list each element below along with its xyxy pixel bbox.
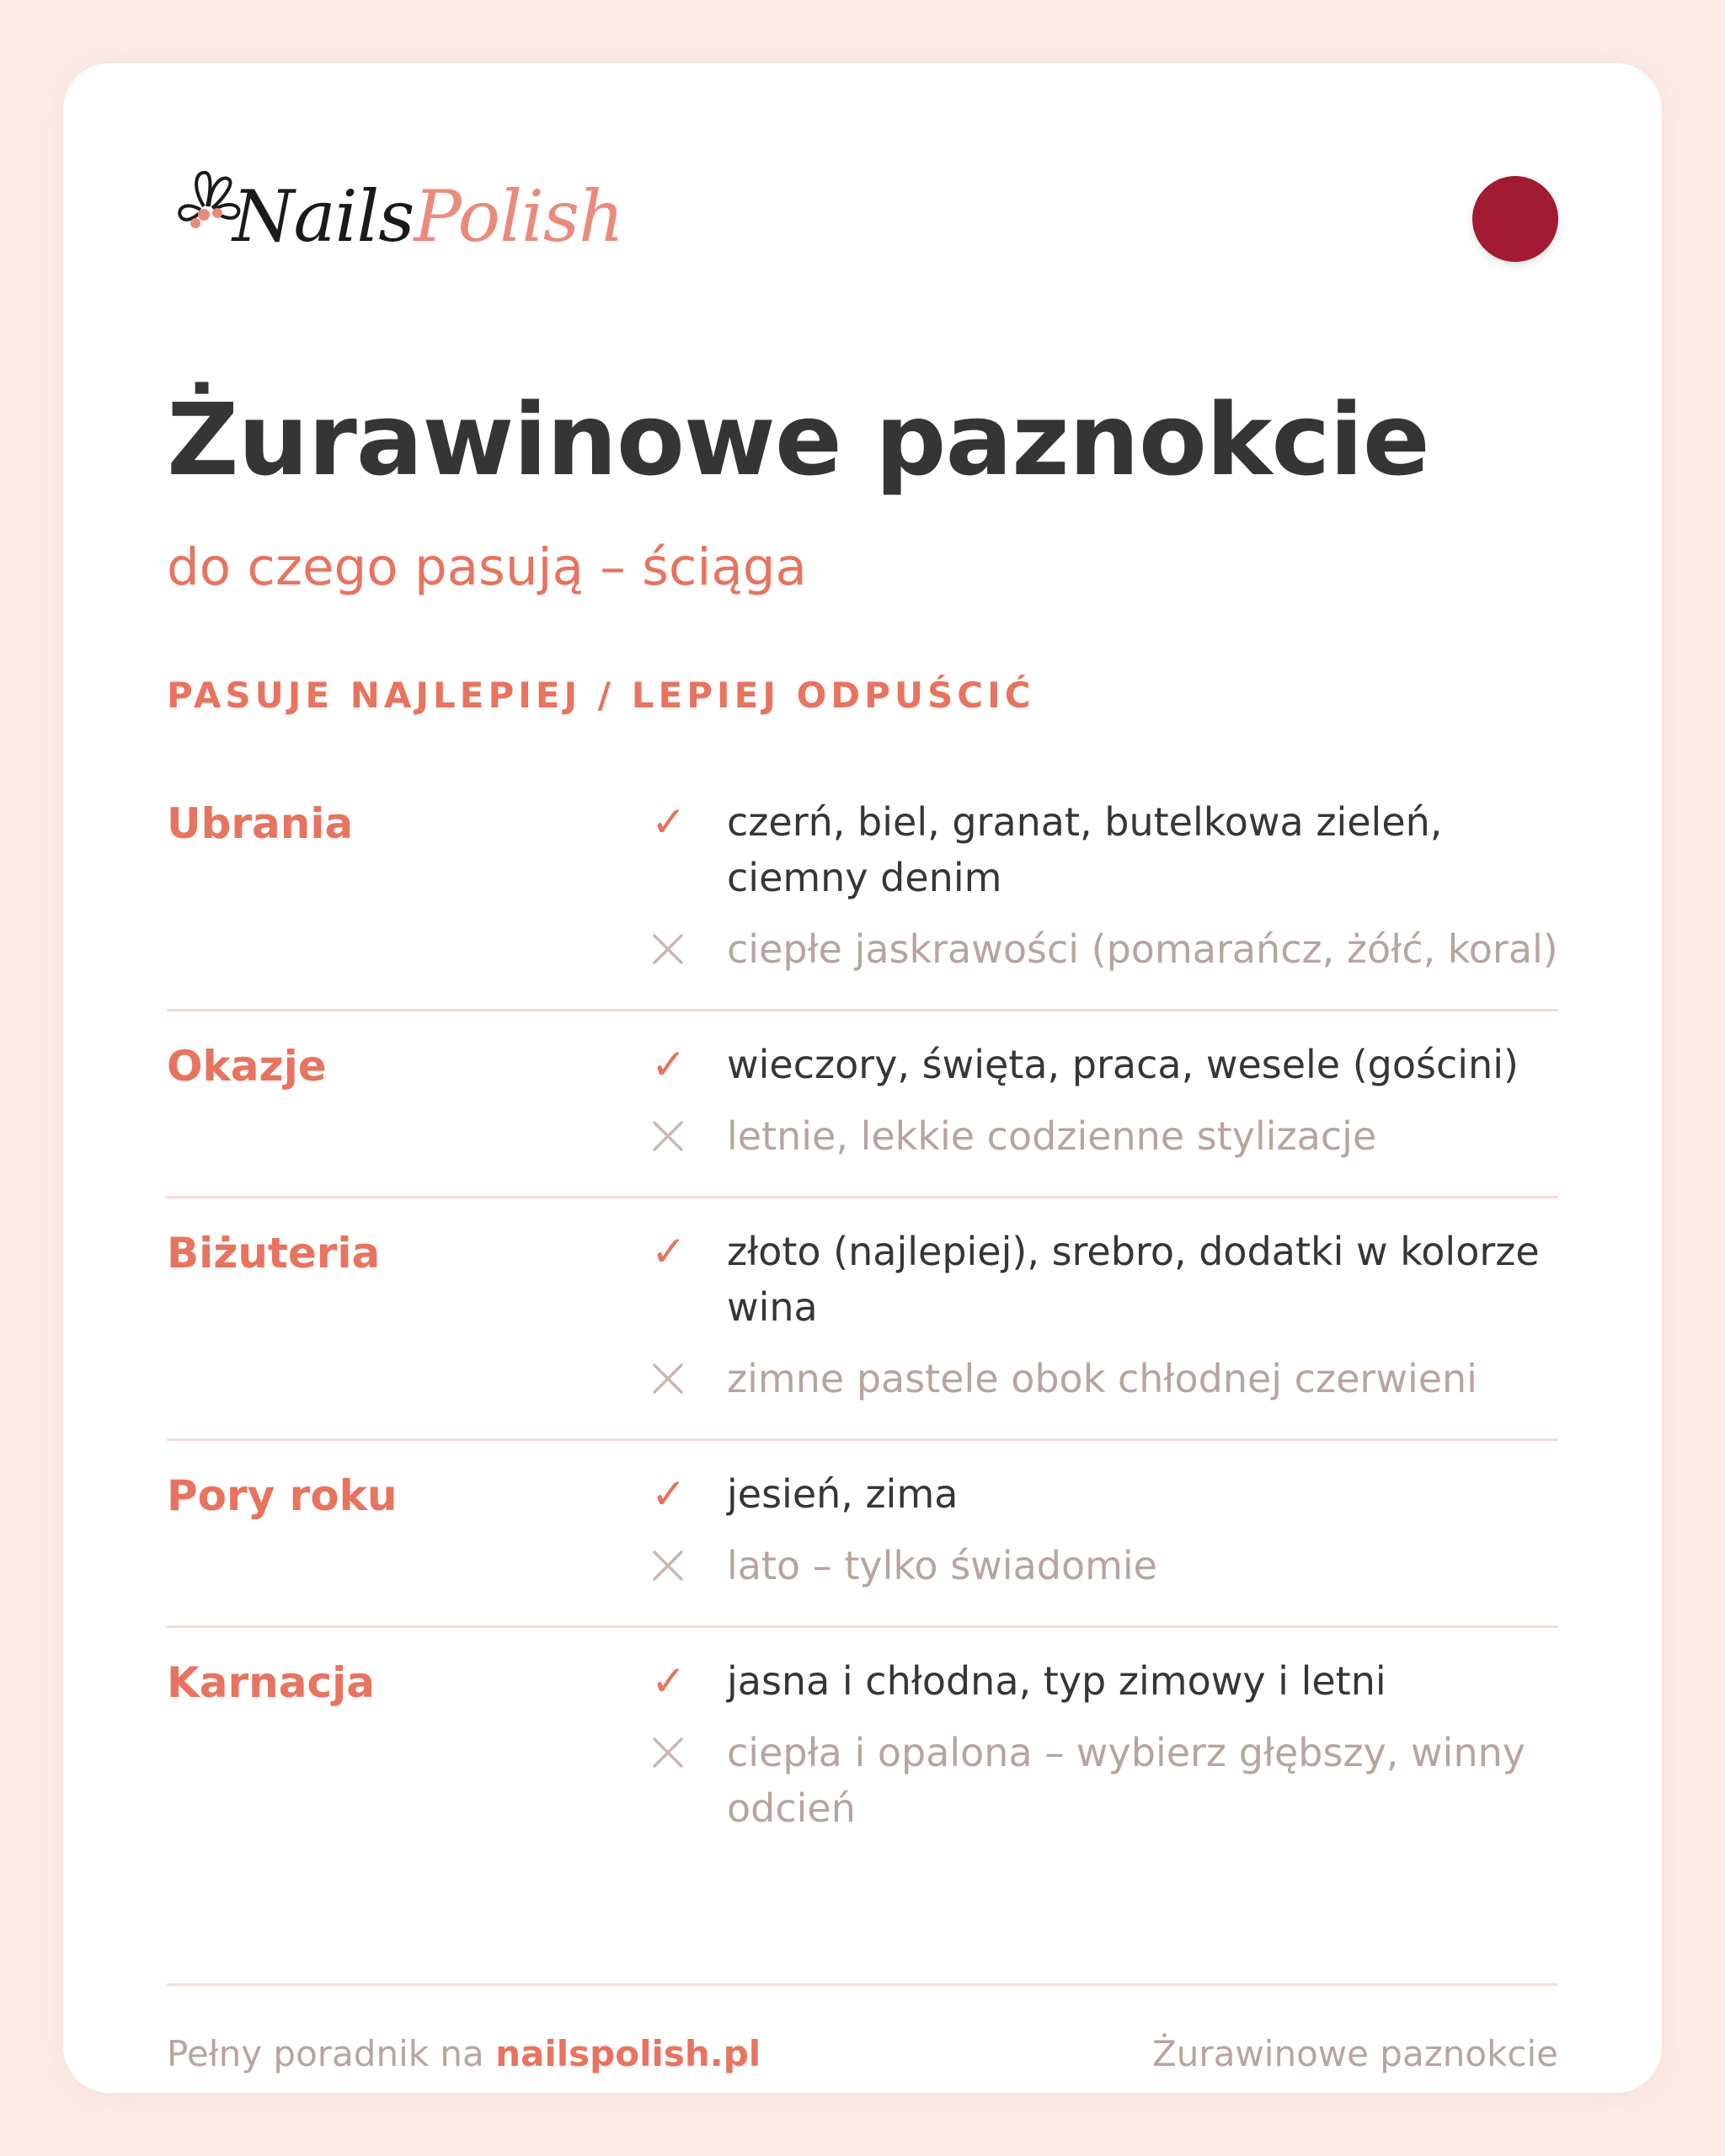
footer-source — [167, 2033, 761, 2074]
table-row — [167, 1011, 1558, 1198]
footer — [167, 1983, 1558, 2074]
table-row — [167, 1441, 1558, 1628]
avoid-item — [651, 1351, 1558, 1406]
check-icon: ✓ — [651, 1040, 686, 1089]
cross-icon — [651, 1108, 692, 1164]
check-icon: ✓ — [651, 798, 686, 846]
cross-icon — [651, 921, 692, 977]
section-label: PASUJE NAJLEPIEJ / LEPIEJ ODPUŚCIĆ — [167, 675, 1035, 716]
avoid-text: lato – tylko świadomie — [727, 1543, 1157, 1588]
row-label: Karnacja — [167, 1658, 375, 1707]
row-label: Okazje — [167, 1042, 327, 1091]
recommended-text: jesień, zima — [727, 1471, 959, 1517]
row-label: Ubrania — [167, 799, 354, 848]
logo-word-polish: Polish — [414, 175, 624, 258]
avoid-item — [651, 921, 1558, 977]
check-icon: ✓ — [651, 1227, 686, 1276]
recommended-text: wieczory, święta, praca, wesele (gościni) — [727, 1042, 1519, 1087]
infographic-card — [63, 63, 1662, 2093]
logo-word-nails: Nails — [232, 175, 414, 258]
pairing-table — [167, 769, 1558, 1868]
footer-topic: Żurawinowe paznokcie — [1152, 2033, 1558, 2074]
footer-prefix: Pełny poradnik na — [167, 2033, 484, 2074]
polish-color-swatch — [1472, 176, 1558, 262]
recommended-text: jasna i chłodna, typ zimowy i letni — [727, 1658, 1386, 1704]
avoid-text: letnie, lekkie codzienne stylizacje — [727, 1113, 1377, 1159]
recommended-text: czerń, biel, granat, butelkowa zieleń, ciemny denim — [727, 799, 1443, 900]
avoid-text: ciepłe jaskrawości (pomarańcz, żółć, koral) — [727, 926, 1558, 972]
recommended-item — [651, 1653, 1558, 1709]
cross-icon — [651, 1725, 692, 1780]
cross-icon — [651, 1538, 692, 1593]
page-title: Żurawinowe paznokcie — [167, 382, 1429, 498]
table-row — [167, 1198, 1558, 1441]
footer-link[interactable]: nailspolish.pl — [495, 2033, 761, 2074]
brand-logo[interactable] — [167, 163, 672, 264]
page-subtitle: do czego pasują – ściąga — [167, 537, 807, 597]
recommended-text: złoto (najlepiej), srebro, dodatki w kolorze wina — [727, 1229, 1540, 1330]
row-label: Pory roku — [167, 1471, 398, 1520]
check-icon: ✓ — [651, 1470, 686, 1518]
recommended-item — [651, 1037, 1558, 1092]
avoid-item — [651, 1538, 1558, 1593]
check-icon: ✓ — [651, 1657, 686, 1705]
logo-wordmark — [232, 174, 623, 259]
table-row — [167, 1628, 1558, 1868]
recommended-item — [651, 1224, 1558, 1335]
recommended-item — [651, 1466, 1558, 1522]
recommended-item — [651, 794, 1558, 905]
cross-icon — [651, 1351, 692, 1406]
avoid-text: ciepła i opalona – wybierz głębszy, winny odcień — [727, 1730, 1525, 1831]
table-row — [167, 769, 1558, 1011]
avoid-item — [651, 1108, 1558, 1164]
avoid-item — [651, 1725, 1558, 1836]
row-label: Biżuteria — [167, 1229, 381, 1278]
avoid-text: zimne pastele obok chłodnej czerwieni — [727, 1356, 1477, 1401]
